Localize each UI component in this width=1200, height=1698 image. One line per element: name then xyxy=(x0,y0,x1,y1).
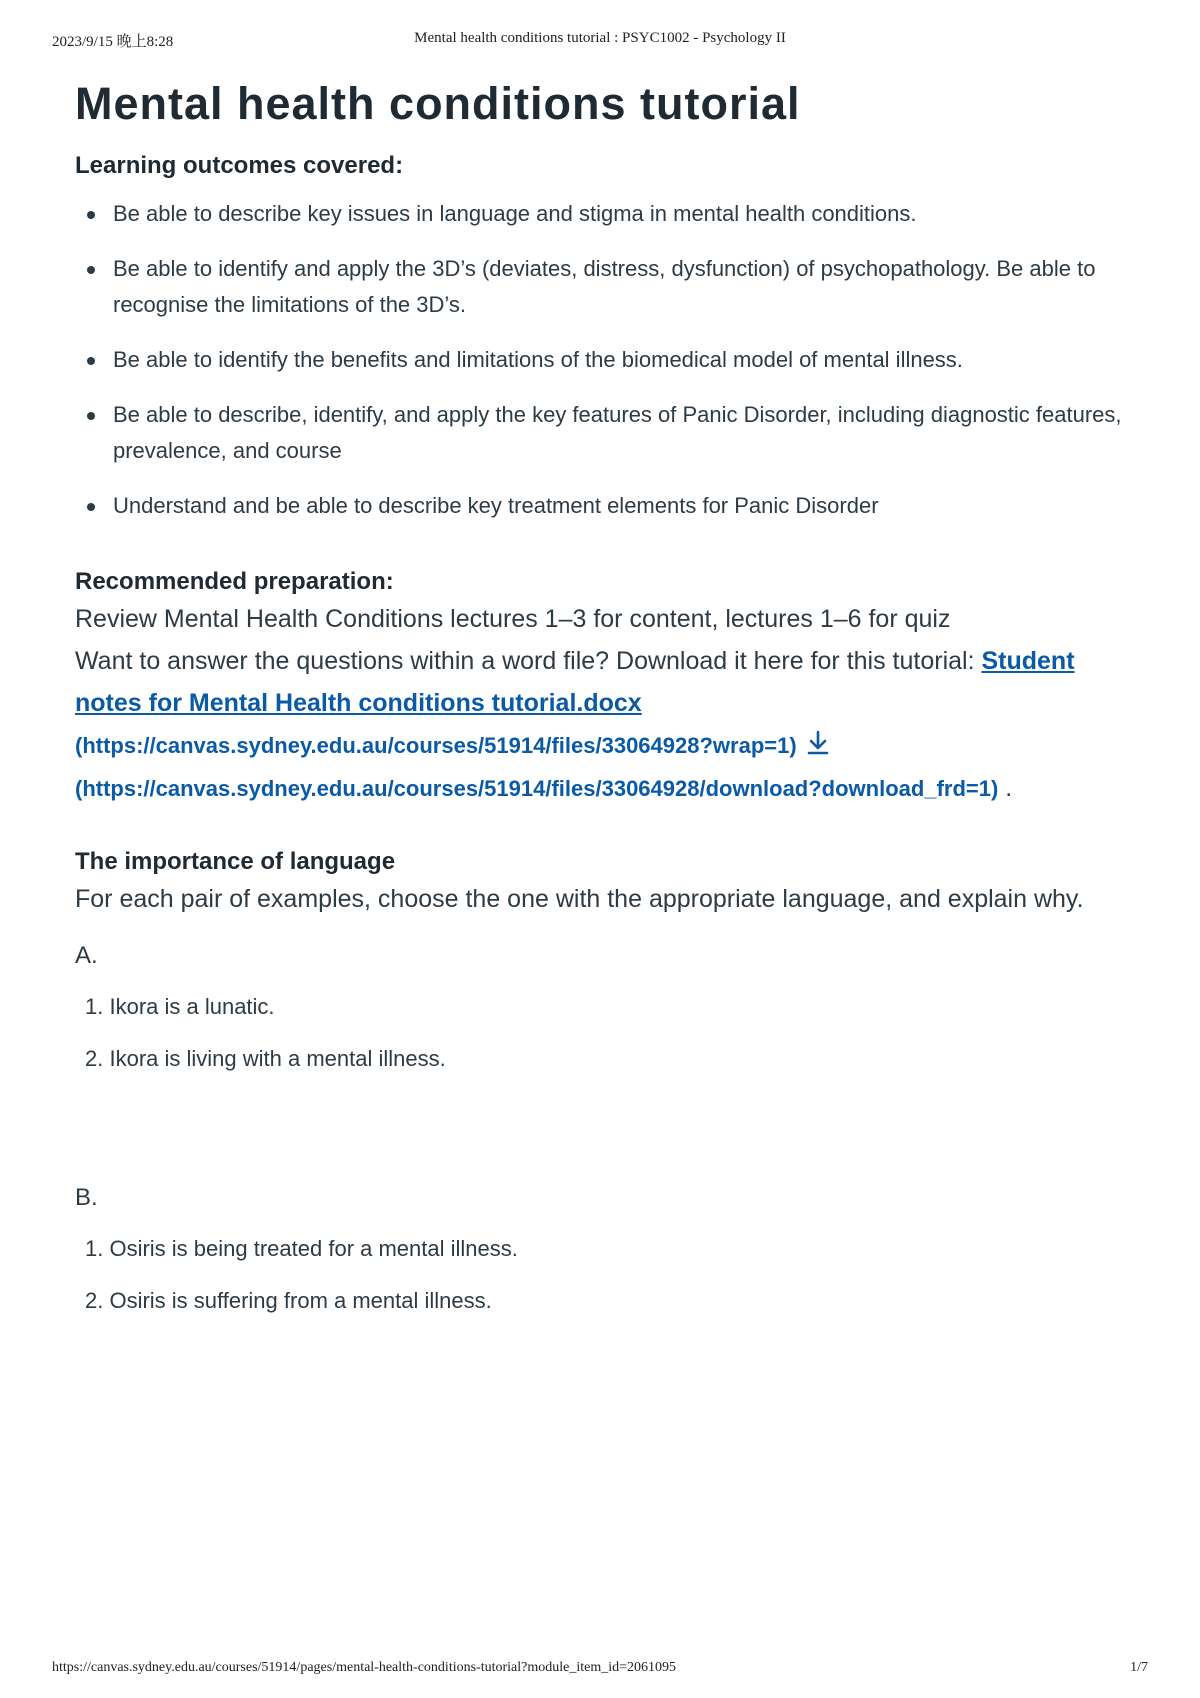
download-button[interactable] xyxy=(804,731,832,759)
list-item xyxy=(75,1284,1135,1318)
section-a-options xyxy=(75,990,1135,1076)
section-a-label: A. xyxy=(75,942,98,969)
preparation-heading: Recommended preparation: xyxy=(75,568,394,595)
language-heading: The importance of language xyxy=(75,848,396,875)
learning-outcomes-heading: Learning outcomes covered: xyxy=(75,152,404,179)
option-number: 1. xyxy=(85,994,110,1019)
list-item xyxy=(75,1042,1135,1076)
direct-download-url-link[interactable]: (https://canvas.sydney.edu.au/courses/51914/files/33064928/download?download_frd=1) xyxy=(75,776,999,801)
option-text: Osiris is suffering from a mental illness. xyxy=(109,1288,492,1313)
download-icon xyxy=(804,729,832,757)
print-header xyxy=(52,30,1148,52)
language-instruction: For each pair of examples, choose the one with the appropriate language, and explain why. xyxy=(75,885,1084,913)
preparation-text: Review Mental Health Conditions lectures 1–3 for content, lectures 1–6 for quiz xyxy=(75,605,951,633)
list-item: Understand and be able to describe key treatment elements for Panic Disorder xyxy=(75,488,1135,524)
page-content xyxy=(75,76,1135,1336)
option-number: 2. xyxy=(85,1288,110,1313)
print-title: Mental health conditions tutorial : PSYC1002 - Psychology II xyxy=(414,30,786,46)
section-b-options xyxy=(75,1232,1135,1318)
print-footer xyxy=(52,1660,1148,1682)
learning-outcomes-list xyxy=(75,196,1135,524)
option-text: Ikora is a lunatic. xyxy=(109,994,275,1019)
download-intro: Want to answer the questions within a word file? Download it here for this tutorial: xyxy=(75,647,975,675)
list-item: Be able to identify the benefits and limitations of the biomedical model of mental illness. xyxy=(75,342,1135,378)
download-end: . xyxy=(1005,774,1013,802)
page-title: Mental health conditions tutorial xyxy=(75,78,801,129)
print-url: https://canvas.sydney.edu.au/courses/51914/pages/mental-health-conditions-tutorial?module_item_id=2061095 xyxy=(52,1660,677,1675)
option-number: 2. xyxy=(85,1046,110,1071)
option-text: Ikora is living with a mental illness. xyxy=(109,1046,446,1071)
list-item: Be able to describe, identify, and apply the key features of Panic Disorder, including diagnostic features, prevalence, and course xyxy=(75,397,1135,469)
list-item xyxy=(75,1232,1135,1266)
list-item xyxy=(75,990,1135,1024)
list-item: Be able to identify and apply the 3D’s (deviates, distress, dysfunction) of psychopathology. Be able to recognise the limitations of the 3D’s. xyxy=(75,251,1135,323)
option-text: Osiris is being treated for a mental illness. xyxy=(109,1236,518,1261)
student-notes-link[interactable]: Student notes for Mental Health conditions tutorial.docx xyxy=(75,647,1075,717)
student-notes-url-link[interactable]: (https://canvas.sydney.edu.au/courses/51914/files/33064928?wrap=1) xyxy=(75,733,797,758)
print-date: 2023/9/15 晚上8:28 xyxy=(52,34,174,50)
list-item: Be able to describe key issues in language and stigma in mental health conditions. xyxy=(75,196,1135,232)
option-number: 1. xyxy=(85,1236,110,1261)
download-paragraph xyxy=(75,640,1135,810)
section-b-label: B. xyxy=(75,1184,98,1211)
print-page-number: 1/7 xyxy=(1130,1660,1148,1675)
